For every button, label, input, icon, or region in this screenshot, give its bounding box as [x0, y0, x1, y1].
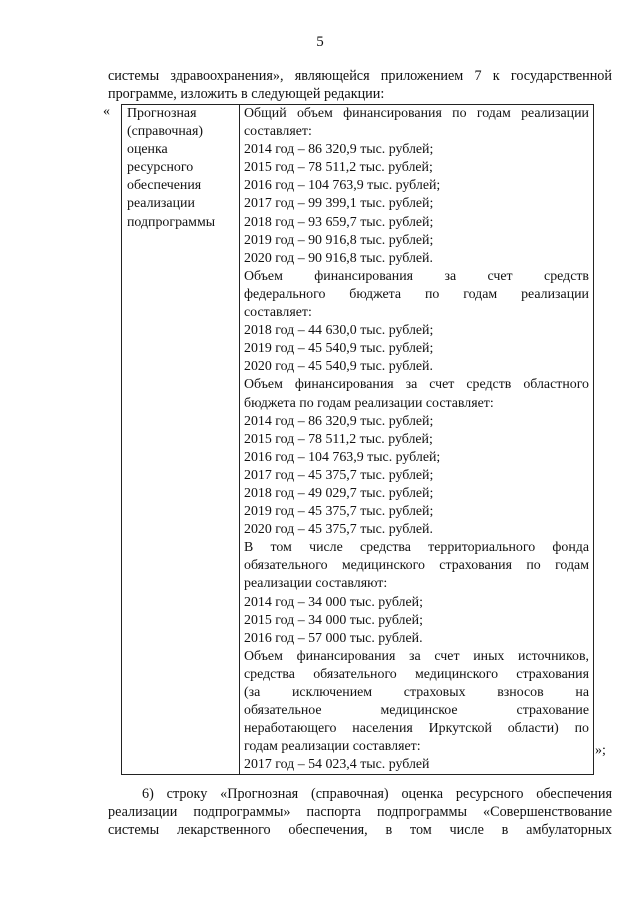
value-line: Объем финансирования за счет средств: [244, 268, 589, 284]
intro-line-1: системы здравоохранения», являющейся приложением 7 к государственной: [108, 68, 612, 84]
page-number: 5: [316, 34, 324, 50]
value-line: 2019 год – 45 540,9 тыс. рублей;: [244, 341, 434, 357]
value-line: В том числе средства территориального фонда: [244, 540, 589, 556]
value-line: бюджета по годам реализации составляет:: [244, 395, 494, 411]
passport-table: [121, 104, 594, 775]
value-line: 2014 год – 34 000 тыс. рублей;: [244, 594, 423, 610]
value-line: обязательное медицинское страхование: [244, 703, 589, 719]
value-line: 2020 год – 45 375,7 тыс. рублей.: [244, 522, 433, 538]
value-line: 2020 год – 45 540,9 тыс. рублей.: [244, 359, 433, 375]
value-line: 2014 год – 86 320,9 тыс. рублей;: [244, 142, 434, 158]
row-label-line: реализации: [127, 196, 195, 212]
opening-quote: «: [103, 104, 110, 119]
value-line: составляет:: [244, 124, 312, 140]
next-paragraph: [108, 785, 612, 839]
value-line: годам реализации составляет:: [244, 739, 421, 755]
value-line: 2018 год – 93 659,7 тыс. рублей;: [244, 214, 434, 230]
value-line: 2017 год – 54 023,4 тыс. рублей: [244, 757, 430, 773]
value-line: 2014 год – 86 320,9 тыс. рублей;: [244, 413, 434, 429]
row-label-line: обеспечения: [127, 178, 202, 194]
next-paragraph-line-3: системы лекарственного обеспечения, в том числе в амбулаторных: [108, 822, 612, 839]
value-line: Объем финансирования за счет средств областного: [244, 377, 589, 393]
value-line: 2019 год – 90 916,8 тыс. рублей;: [244, 232, 434, 248]
table-row: [122, 105, 594, 775]
value-line: 2015 год – 34 000 тыс. рублей;: [244, 612, 423, 628]
row-label: [127, 105, 239, 232]
value-line: 2016 год – 104 763,9 тыс. рублей;: [244, 178, 441, 194]
value-line: 2017 год – 99 399,1 тыс. рублей;: [244, 196, 434, 212]
value-line: составляет:: [244, 305, 312, 321]
value-line: федерального бюджета по годам реализации: [244, 286, 589, 302]
value-line: Общий объем финансирования по годам реализации: [244, 106, 589, 121]
row-value: [244, 105, 589, 774]
value-line: 2016 год – 57 000 тыс. рублей.: [244, 630, 423, 646]
row-label-line: (справочная): [127, 124, 203, 140]
next-paragraph-line-2: реализации подпрограммы» паспорта подпрограммы «Совершенствование: [108, 804, 612, 821]
value-line: неработающего населения Иркутской области) по: [244, 721, 589, 737]
row-value-cell: [240, 105, 594, 775]
value-line: 2018 год – 44 630,0 тыс. рублей;: [244, 323, 434, 339]
row-label-line: подпрограммы: [127, 214, 216, 230]
closing-quote: »;: [595, 743, 606, 758]
value-line: 2017 год – 45 375,7 тыс. рублей;: [244, 467, 434, 483]
row-label-cell: [122, 105, 240, 775]
row-label-line: Прогнозная: [127, 106, 197, 121]
value-line: 2020 год – 90 916,8 тыс. рублей.: [244, 250, 433, 266]
intro-paragraph: [108, 67, 612, 103]
value-line: реализации составляют:: [244, 576, 388, 592]
value-line: 2015 год – 78 511,2 тыс. рублей;: [244, 160, 433, 176]
value-line: средства обязательного медицинского страхования: [244, 666, 589, 682]
row-label-line: ресурсного: [127, 160, 194, 176]
value-line: (за исключением страховых взносов на: [244, 685, 589, 700]
value-line: Объем финансирования за счет иных источников,: [244, 648, 589, 664]
value-line: 2015 год – 78 511,2 тыс. рублей;: [244, 431, 433, 447]
value-line: 2016 год – 104 763,9 тыс. рублей;: [244, 449, 441, 465]
next-paragraph-line-1: 6) строку «Прогнозная (справочная) оценка ресурсного обеспечения: [142, 786, 612, 802]
value-line: обязательного медицинского страхования по годам: [244, 558, 589, 574]
value-line: 2018 год – 49 029,7 тыс. рублей;: [244, 485, 434, 501]
row-label-line: оценка: [127, 142, 168, 158]
intro-line-2: программе, изложить в следующей редакции:: [108, 86, 385, 102]
value-line: 2019 год – 45 375,7 тыс. рублей;: [244, 504, 434, 520]
